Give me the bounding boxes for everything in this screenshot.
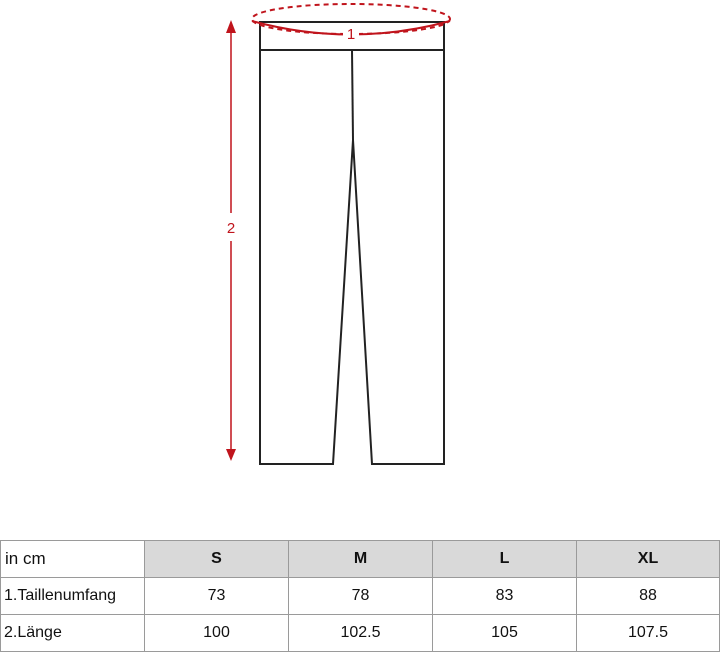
row-label-waist: 1.Taillenumfang [1,578,145,615]
table-cell: 100 [145,615,289,652]
length-measure-arrow [226,20,236,461]
size-header-s: S [145,541,289,578]
size-header-m: M [289,541,433,578]
table-cell: 88 [577,578,720,615]
table-cell: 83 [433,578,577,615]
row-label-length: 2.Länge [1,615,145,652]
size-header-l: L [433,541,577,578]
length-arrowhead-bottom [226,449,236,461]
table-row [1,615,720,652]
table-row [1,578,720,615]
table-cell: 102.5 [289,615,433,652]
front-seam [352,50,353,140]
pants-outline [260,22,444,464]
unit-label: in cm [1,541,145,578]
marker-2-label: 2 [226,220,236,237]
size-table [0,540,720,652]
table-cell: 105 [433,615,577,652]
table-cell: 73 [145,578,289,615]
size-header-row [1,541,720,578]
table-cell: 78 [289,578,433,615]
table-cell: 107.5 [577,615,720,652]
size-header-xl: XL [577,541,720,578]
marker-1-label: 1 [346,26,356,43]
length-arrowhead-top [226,20,236,33]
